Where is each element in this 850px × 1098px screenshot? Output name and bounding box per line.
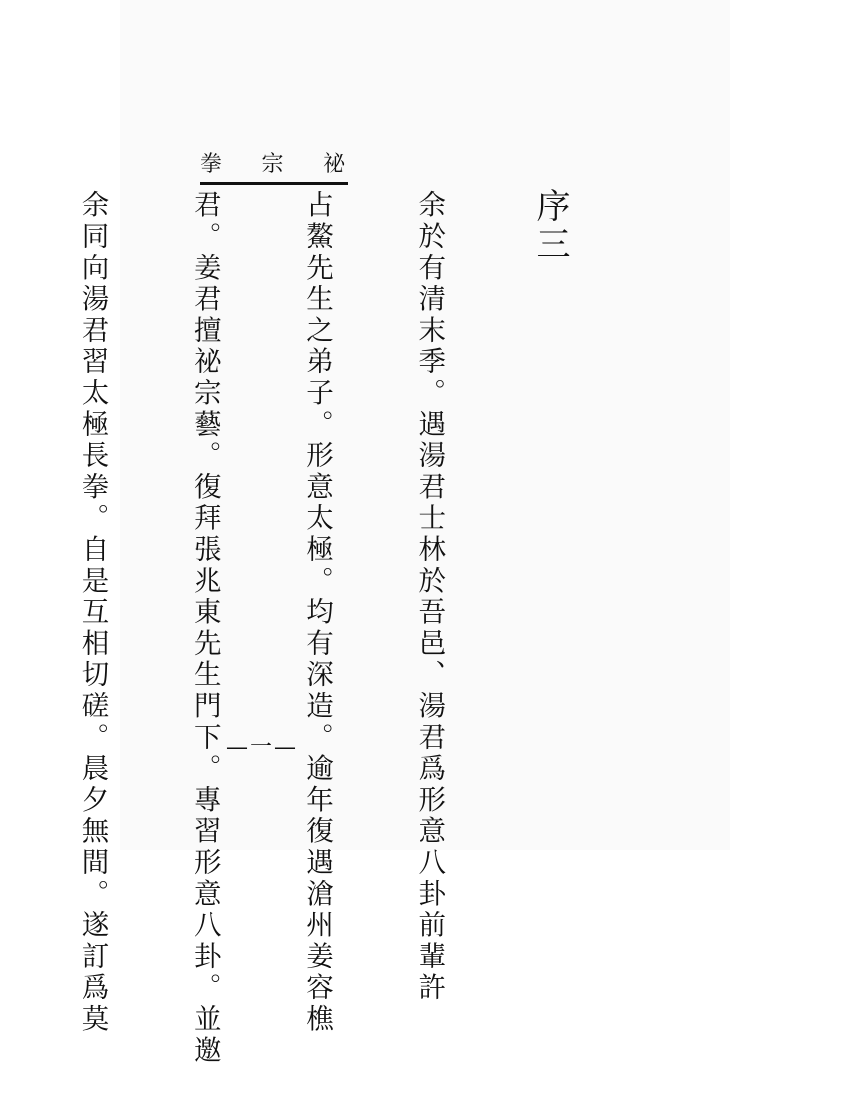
text-column-4: 余同向湯君習太極長拳。自是互相切磋。晨夕無間。遂訂爲莫: [76, 190, 109, 1036]
page-number: —一—: [226, 735, 299, 760]
running-header-title: [200, 152, 345, 178]
text-column-3: 君。姜君擅祕宗藝。復拜張兆東先生門下。專習形意八卦。並邀: [188, 190, 221, 1067]
header-char-2: 宗: [261, 152, 284, 177]
text-column-1: 余於有清末季。遇湯君士林於吾邑、湯君爲形意八卦前輩許: [413, 190, 446, 1004]
header-char-1: 拳: [200, 152, 223, 177]
running-header: [200, 148, 360, 182]
header-rule: [200, 182, 348, 185]
body-text: [0, 190, 522, 1067]
section-title: 序三: [530, 188, 570, 264]
text-column-2: 占鰲先生之弟子。形意太極。均有深造。逾年復遇滄州姜容樵: [300, 190, 333, 1036]
header-char-3: 祕: [323, 152, 346, 177]
